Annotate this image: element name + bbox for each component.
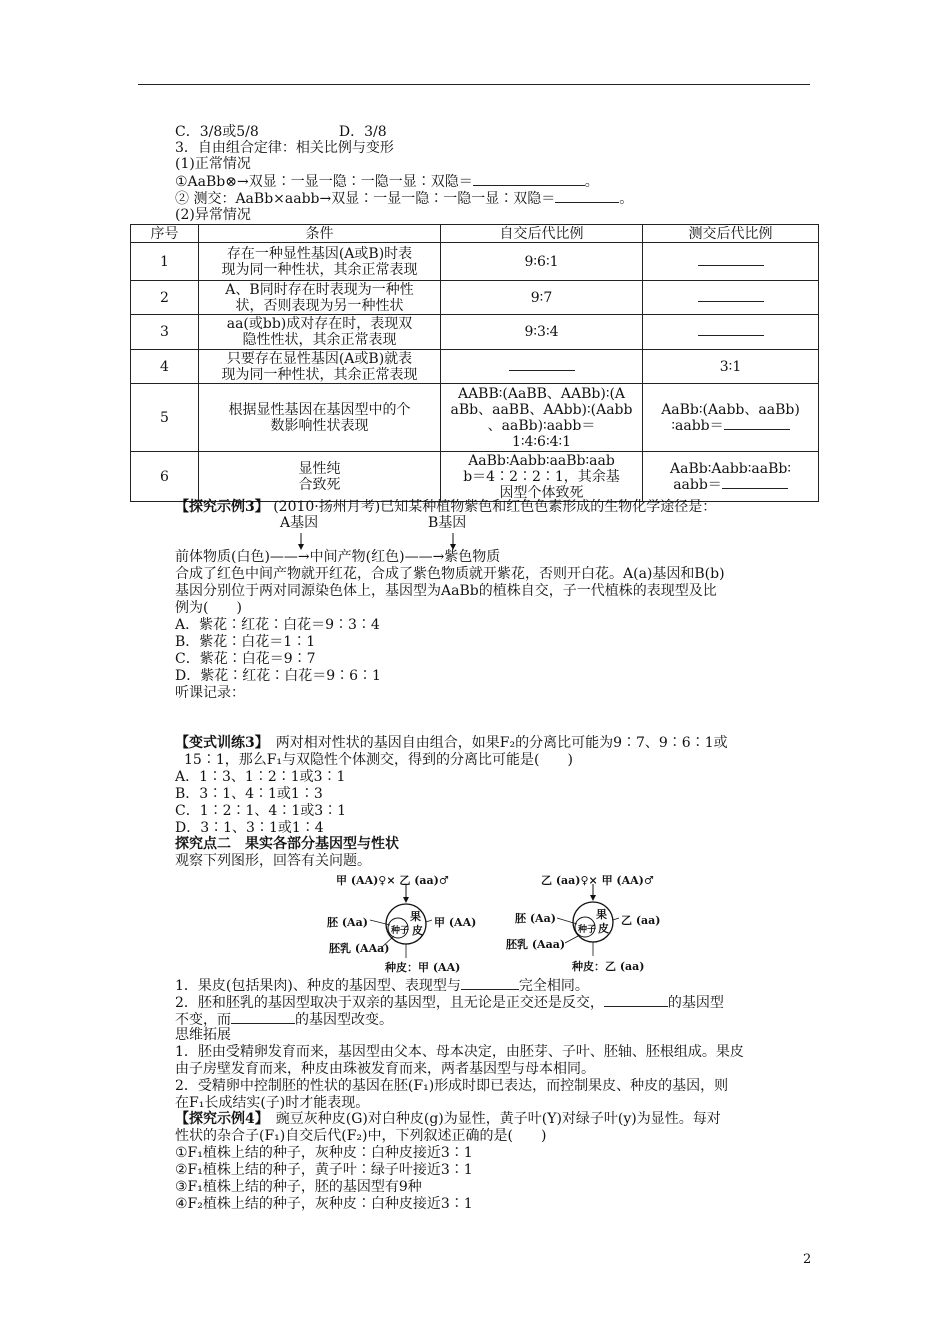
- row-number: 4: [131, 350, 199, 384]
- fruit-label: 皮: [598, 922, 609, 935]
- table-row: [131, 452, 819, 502]
- table-row: [131, 243, 819, 281]
- selfing-cell: [441, 350, 643, 384]
- condition-cell: [199, 315, 441, 350]
- testcross-ratio-line: [175, 190, 633, 208]
- option-b: B．3∶1、4∶1或1∶3: [175, 786, 323, 802]
- selfing-ratio-text: ①AaBb⊗→双显∶一显一隐∶一隐一显∶双隐＝: [175, 174, 473, 190]
- selfing-text: aBb、aaBB、AAbb)∶(Aabb: [450, 401, 633, 418]
- seed-coat-label: 种皮：乙 (aa): [572, 960, 645, 973]
- period: 。: [619, 191, 634, 207]
- selfing-cell: 9∶7: [441, 281, 643, 315]
- question-2: [175, 994, 724, 1012]
- table-row: [131, 315, 819, 350]
- normal-case-heading: (1)正常情况: [175, 156, 251, 172]
- selfing-cell: [441, 452, 643, 502]
- selfing-cell: 9∶6∶1: [441, 243, 643, 281]
- answer-blank[interactable]: [231, 1011, 295, 1024]
- condition-cell: [199, 384, 441, 452]
- answer-blank[interactable]: [461, 977, 519, 990]
- fruit-label: 皮: [412, 924, 423, 937]
- condition-text: 现为同一种性状，其余正常表现: [221, 261, 418, 278]
- condition-cell: [199, 243, 441, 281]
- page-number: 2: [803, 1252, 812, 1267]
- statement-3: ③F₁植株上结的种子，胚的基因型有9种: [175, 1179, 422, 1195]
- gene-a-label: A基因: [280, 515, 319, 531]
- pathway-line: 前体物质(白色)——→中间产物(红色)——→紫色物质: [175, 549, 501, 565]
- variant3-line1: [175, 735, 728, 752]
- example4-text-line: 性状的杂合子(F₁)自交后代(F₂)中，下列叙述正确的是( ): [175, 1128, 547, 1144]
- row-number: 2: [131, 281, 199, 315]
- seed-label: 种子: [578, 925, 597, 935]
- condition-text: 只要存在显性基因(A或B)就表: [226, 350, 413, 367]
- option-c: C．1∶2∶1、4∶1或3∶1: [175, 803, 347, 819]
- testcross-text: AaBb∶(Aabb、aaBb): [661, 401, 800, 418]
- question-text: 不变，而: [175, 1012, 231, 1028]
- statement-4: ④F₂植株上结的种子，灰种皮∶白种皮接近3∶1: [175, 1196, 473, 1212]
- extension-text: 由子房壁发育而来，种皮由珠被发育而来，两者基因型与母本相同。: [175, 1061, 595, 1077]
- leader-line: [370, 920, 390, 925]
- example4-title: 【探究示例4】: [175, 1111, 262, 1127]
- column-header: 测交后代比例: [643, 225, 819, 243]
- arrowhead: [403, 897, 409, 903]
- selfing-text: 1∶4∶6∶4∶1: [511, 433, 572, 450]
- cross-label: 甲 (AA)♀× 乙 (aa)♂: [336, 874, 449, 887]
- selfing-text: 、aaBb)∶aabb＝: [487, 417, 596, 434]
- answer-blank[interactable]: [473, 173, 585, 186]
- question-1: [175, 977, 589, 995]
- question-text: 的基因型: [667, 995, 724, 1011]
- leader-line: [565, 935, 580, 943]
- header-rule: [138, 84, 810, 85]
- testcross-cell: [643, 281, 819, 315]
- example3-text-line: 基因分别位于两对同源染色体上，基因型为AaBb的植株自交，子一代植株的表现型及比: [175, 583, 717, 599]
- row-number: 6: [131, 452, 199, 502]
- selfing-text: b＝4∶2∶2∶1，其余基: [463, 468, 620, 485]
- seed-diagram-right: [505, 870, 695, 974]
- column-header: 自交后代比例: [441, 225, 643, 243]
- table-header-row: [131, 225, 819, 243]
- testcross-cell: [643, 243, 819, 281]
- condition-text: 状，否则表现为另一种性状: [235, 297, 404, 314]
- row-number: 5: [131, 384, 199, 452]
- condition-text: A、B同时存在时表现为一种性: [225, 281, 414, 298]
- leader-line: [613, 918, 619, 920]
- condition-text: 根据显性基因在基因型中的个: [228, 401, 411, 418]
- leader-line: [557, 918, 577, 924]
- testcross-cell: 3∶1: [643, 350, 819, 384]
- abnormal-case-heading: (2)异常情况: [175, 207, 251, 223]
- answer-blank[interactable]: [509, 360, 575, 371]
- statement-2: ②F₁植株上结的种子，黄子叶∶绿子叶接近3∶1: [175, 1162, 473, 1178]
- fruit-label: 果: [410, 910, 421, 923]
- column-header: 序号: [131, 225, 199, 243]
- cross-label: 乙 (aa)♀× 甲 (AA)♂: [541, 874, 654, 887]
- thinking-extension-heading: 思维拓展: [175, 1027, 231, 1043]
- condition-cell: [199, 350, 441, 384]
- condition-text: 显性纯: [298, 460, 341, 477]
- testcross-text: aabb＝: [673, 476, 722, 493]
- condition-text: 现为同一种性状，其余正常表现: [221, 366, 418, 383]
- endosperm-label: 胚乳 (Aaa): [506, 938, 566, 951]
- point2-intro: 观察下列图形，回答有关问题。: [175, 853, 371, 869]
- condition-text: 存在一种显性基因(A或B)时表: [226, 245, 413, 262]
- seed-label: 种子: [391, 926, 410, 936]
- pericarp-label: 甲 (AA): [434, 916, 477, 929]
- condition-text: 合致死: [298, 476, 341, 493]
- variant3-text: 两对相对性状的基因自由组合，如果F₂的分离比可能为9∶7、9∶6∶1或: [261, 735, 728, 751]
- question-text: 完全相同。: [518, 978, 589, 994]
- example3-line1: [175, 499, 716, 516]
- testcross-ratio-text: ② 测交：AaBb×aabb→双显∶一显一隐∶一隐一显∶双隐＝: [175, 191, 556, 207]
- question-text: 的基因型改变。: [295, 1012, 393, 1028]
- condition-text: 数影响性状表现: [270, 417, 369, 434]
- question-text: 1．果皮(包括果肉)、种皮的基因型、表现型与: [175, 978, 461, 994]
- option-b: B．紫花∶白花＝1∶1: [175, 634, 316, 650]
- period: 。: [584, 174, 599, 190]
- testcross-cell: [643, 452, 819, 502]
- option-a: A．紫花∶红花∶白花＝9∶3∶4: [175, 617, 380, 633]
- table-row: [131, 281, 819, 315]
- fruit-label: 果: [596, 908, 607, 921]
- row-number: 1: [131, 243, 199, 281]
- condition-cell: [199, 281, 441, 315]
- ratio-table: [130, 224, 819, 502]
- testcross-text: ∶aabb＝: [671, 417, 724, 434]
- table-row: [131, 384, 819, 452]
- selfing-cell: [441, 384, 643, 452]
- selfing-text: 因型个体致死: [499, 484, 584, 501]
- answer-blank[interactable]: [724, 419, 790, 430]
- selfing-text: AaBb∶Aabb∶aaBb∶aab: [468, 452, 615, 469]
- extension-text: 在F₁长成结实(子)时才能表现。: [175, 1095, 370, 1111]
- condition-text: 隐性性状，其余正常表现: [242, 332, 397, 348]
- notes-label: 听课记录：: [175, 685, 245, 701]
- question-text: 2．胚和胚乳的基因型取决于双亲的基因型，且无论是正交还是反交，: [175, 995, 604, 1011]
- gene-b-label: B基因: [428, 515, 467, 531]
- seed-diagram-left: [320, 870, 520, 974]
- example4-text: 豌豆灰种皮(G)对白种皮(g)为显性，黄子叶(Y)对绿子叶(y)为显性。每对: [261, 1111, 721, 1127]
- column-header: 条件: [199, 225, 441, 243]
- endosperm-label: 胚乳 (AAa): [329, 942, 390, 955]
- section-3-heading: 3．自由组合定律：相关比例与变形: [175, 140, 394, 156]
- answer-blank[interactable]: [698, 291, 764, 302]
- example3-text: (2010·扬州月考)已知某种植物紫色和红色色素形成的生物化学途径是：: [268, 499, 717, 515]
- testcross-cell: [643, 315, 819, 350]
- answer-blank[interactable]: [698, 255, 764, 266]
- option-d: D．3∶1、3∶1或1∶4: [175, 820, 324, 836]
- variant3-title: 【变式训练3】: [175, 735, 262, 751]
- embryo-label: 胚 (Aa): [515, 912, 556, 925]
- selfing-text: AABB∶(AaBB、AABb)∶(A: [457, 385, 626, 402]
- extension-text: 1．胚由受精卵发育而来，基因型由父本、母本决定，由胚芽、子叶、胚轴、胚根组成。果皮: [175, 1044, 744, 1060]
- embryo-label: 胚 (Aa): [327, 916, 368, 929]
- answer-blank[interactable]: [722, 478, 788, 489]
- example4-line1: [175, 1111, 721, 1128]
- seed-coat-label: 种皮：甲 (AA): [385, 961, 461, 974]
- example3-text-line: 例为( ): [175, 600, 242, 616]
- point2-heading: 探究点二 果实各部分基因型与性状: [175, 836, 399, 852]
- option-line-cd: C．3/8或5/8 D．3/8: [175, 124, 387, 140]
- pericarp-label: 乙 (aa): [621, 914, 661, 927]
- arrowhead: [590, 895, 596, 901]
- example3-title: 【探究示例3】: [175, 499, 269, 515]
- option-d: D．紫花∶红花∶白花＝9∶6∶1: [175, 668, 381, 684]
- selfing-ratio-line: [175, 173, 599, 191]
- answer-blank[interactable]: [555, 190, 619, 203]
- option-a: A．1∶3、1∶2∶1或3∶1: [175, 769, 346, 785]
- option-c: C．紫花∶白花＝9∶7: [175, 651, 316, 667]
- condition-text: aa(或bb)成对存在时，表现双: [226, 316, 413, 332]
- extension-text: 2．受精卵中控制胚的性状的基因在胚(F₁)形成时即已表达，而控制果皮、种皮的基因，则: [175, 1078, 729, 1094]
- leader-line: [426, 920, 432, 922]
- variant3-text-line: 15∶1，那么F₁与双隐性个体测交，得到的分离比可能是( ): [184, 752, 573, 768]
- testcross-text: AaBb∶Aabb∶aaBb∶: [670, 460, 791, 477]
- statement-1: ①F₁植株上结的种子，灰种皮∶白种皮接近3∶1: [175, 1145, 473, 1161]
- gene-arrows: [280, 531, 480, 551]
- testcross-cell: [643, 384, 819, 452]
- condition-cell: [199, 452, 441, 502]
- table-row: [131, 350, 819, 384]
- example3-text-line: 合成了红色中间产物就开红花，合成了紫色物质就开紫花，否则开白花。A(a)基因和B(b): [175, 566, 725, 582]
- answer-blank[interactable]: [604, 994, 668, 1007]
- answer-blank[interactable]: [698, 325, 764, 336]
- selfing-cell: 9∶3∶4: [441, 315, 643, 350]
- row-number: 3: [131, 315, 199, 350]
